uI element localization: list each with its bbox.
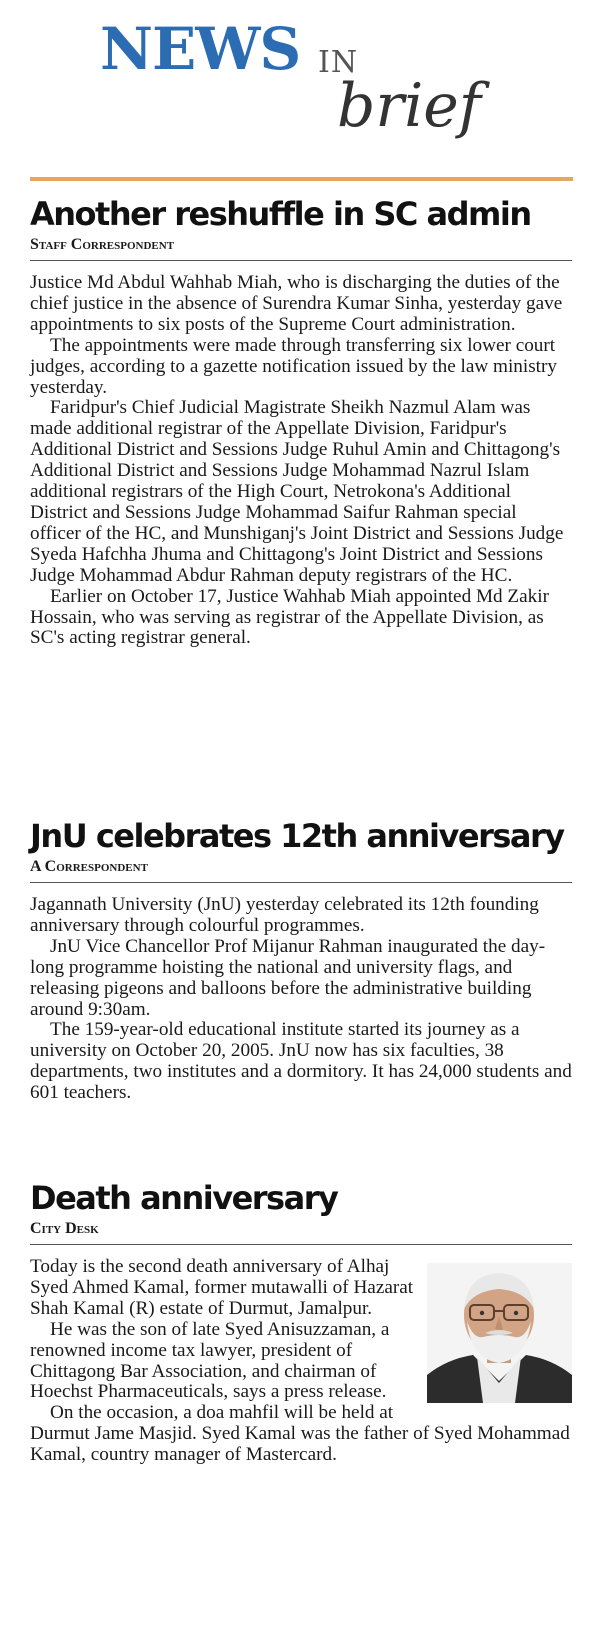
masthead-brief: brief xyxy=(337,71,481,141)
story-body xyxy=(30,1257,572,1466)
story-headline: JnU celebrates 12th anniversary xyxy=(30,817,564,855)
portrait-photo xyxy=(427,1263,572,1403)
portrait-image xyxy=(427,1263,572,1403)
story-paragraph: The appointments were made through transferring six lower court judges, according to a gazette notification issued by the law ministry yesterday. xyxy=(30,334,557,398)
story-headline: Another reshuffle in SC admin xyxy=(30,195,531,233)
masthead-rule xyxy=(30,177,573,181)
story-byline: City Desk xyxy=(30,1219,572,1245)
story-paragraph: On the occasion, a doa mahfil will be held at Durmut Jame Masjid. Syed Kamal was the father of Syed Mohammad Kamal, country manager of Mastercard. xyxy=(30,1402,570,1466)
story-death-anniversary xyxy=(30,1177,572,1466)
story-paragraph: The 159-year-old educational institute started its journey as a university on October 20, 2005. JnU now has six faculties, 38 departments, two institutes and a dormitory. It has 24,000 students and 601 teachers. xyxy=(30,1019,572,1104)
story-body xyxy=(30,273,572,649)
story-headline: Death anniversary xyxy=(30,1179,338,1217)
story-byline: A Correspondent xyxy=(30,857,572,883)
story-jnu-anniversary xyxy=(30,815,572,1104)
story-paragraph: Earlier on October 17, Justice Wahhab Miah appointed Md Zakir Hossain, who was serving as registrar of the Appellate Division, as SC's acting registrar general. xyxy=(30,585,549,649)
story-byline: Staff Correspondent xyxy=(30,235,572,261)
story-body xyxy=(30,895,572,1104)
story-paragraph: Faridpur's Chief Judicial Magistrate Sheikh Nazmul Alam was made additional registrar of the Appellate Division, Faridpur's Additional District and Sessions Judge Ruhul Amin and Chittagong's Additional District and Sessions Judge Mohammad Nazrul Islam additional registrars of the High Court, Netrokona's Additional District and Sessions Judge Mohammad Saifur Rahman special officer of the HC, and Munshiganj's Joint District and Sessions Judge Syeda Hafchha Jhuma and Chittagong's Joint District and Sessions Judge Mohammad Abdur Rahman deputy registrars of the HC. xyxy=(30,397,564,586)
story-sc-admin xyxy=(30,193,572,649)
masthead-news: NEWS xyxy=(100,15,301,83)
story-paragraph: Justice Md Abdul Wahhab Miah, who is discharging the duties of the chief justice in the absence of Surendra Kumar Sinha, yesterday gave appointments to six posts of the Supreme Court administration. xyxy=(30,272,563,335)
story-paragraph: JnU Vice Chancellor Prof Mijanur Rahman inaugurated the day-long programme hoisting the national and university flags, and releasing pigeons and balloons before the administrative building around 9:30am. xyxy=(30,935,546,1020)
masthead-in: IN xyxy=(318,45,359,80)
story-paragraph: He was the son of late Syed Anisuzzaman, a renowned income tax lawyer, president of Chittagong Bar Association, and chairman of Hoechst Pharmaceuticals, says a press release. xyxy=(30,1318,390,1403)
story-paragraph: Jagannath University (JnU) yesterday celebrated its 12th founding anniversary through colourful programmes. xyxy=(30,894,539,936)
story-paragraph: Today is the second death anniversary of Alhaj Syed Ahmed Kamal, former mutawalli of Hazarat Shah Kamal (R) estate of Durmut, Jamalpur. xyxy=(30,1256,414,1319)
